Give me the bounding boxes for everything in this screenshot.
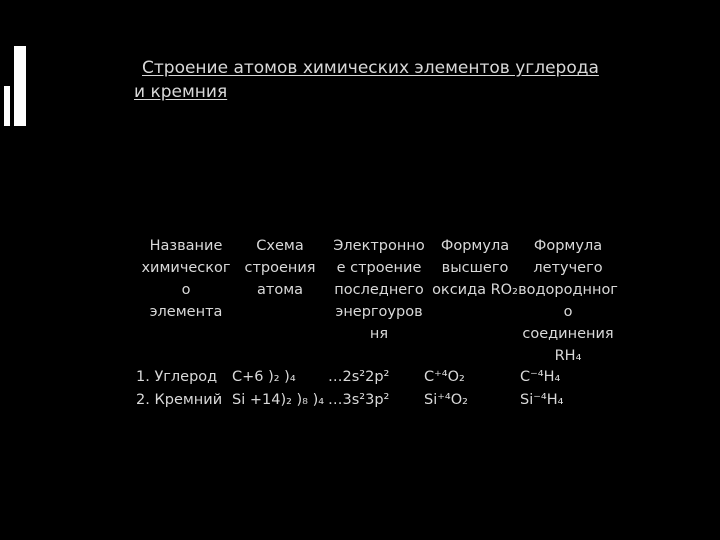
header-text: последнего — [334, 282, 424, 298]
row-silicon-scheme: Si +14)₂ )₈ )₄ — [232, 392, 325, 408]
header-text: RH₄ — [554, 348, 582, 364]
header-text: Формула — [440, 238, 510, 254]
header-electron-structure — [330, 235, 428, 345]
title-line-1: Строение атомов химических элементов углерода — [142, 58, 599, 78]
header-text: энергоуров — [335, 304, 423, 320]
header-text: строения — [244, 260, 316, 276]
header-text: е строение — [336, 260, 422, 276]
row-carbon-hydride: C⁻⁴H₄ — [520, 369, 561, 385]
row-silicon-oxide: Si⁺⁴O₂ — [424, 392, 468, 408]
header-higher-oxide — [426, 235, 524, 301]
header-text: атома — [256, 282, 304, 298]
row-carbon-electron: …2s²2p² — [328, 369, 390, 385]
header-text: высшего — [441, 260, 509, 276]
header-text: водороднног — [518, 282, 618, 298]
row-silicon-electron: …3s²3p² — [328, 392, 390, 408]
row-carbon-oxide: C⁺⁴O₂ — [424, 369, 465, 385]
header-text: летучего — [533, 260, 603, 276]
header-element-name — [136, 235, 236, 323]
header-text: Схема — [256, 238, 304, 254]
row-silicon-hydride: Si⁻⁴H₄ — [520, 392, 564, 408]
header-text: Электронно — [333, 238, 425, 254]
header-atom-scheme — [232, 235, 328, 301]
row-carbon-scheme: C+6 )₂ )₄ — [232, 369, 296, 385]
header-hydrogen-compound — [512, 235, 624, 367]
header-text: оксида RO₂ — [432, 282, 518, 298]
slide-decoration-bar-small — [4, 86, 10, 126]
header-text: о — [181, 282, 191, 298]
header-text: Название — [149, 238, 223, 254]
title-line-2: и кремния — [134, 82, 228, 102]
row-carbon-name: 1. Углерод — [136, 369, 218, 385]
slide-title — [134, 56, 624, 104]
slide-decoration-bar — [14, 46, 26, 126]
header-text: химическог — [141, 260, 231, 276]
header-text: ня — [369, 326, 389, 342]
header-text: соединения — [522, 326, 614, 342]
row-silicon-name: 2. Кремний — [136, 392, 223, 408]
header-text: Формула — [533, 238, 603, 254]
header-text: элемента — [149, 304, 223, 320]
header-text: о — [563, 304, 573, 320]
